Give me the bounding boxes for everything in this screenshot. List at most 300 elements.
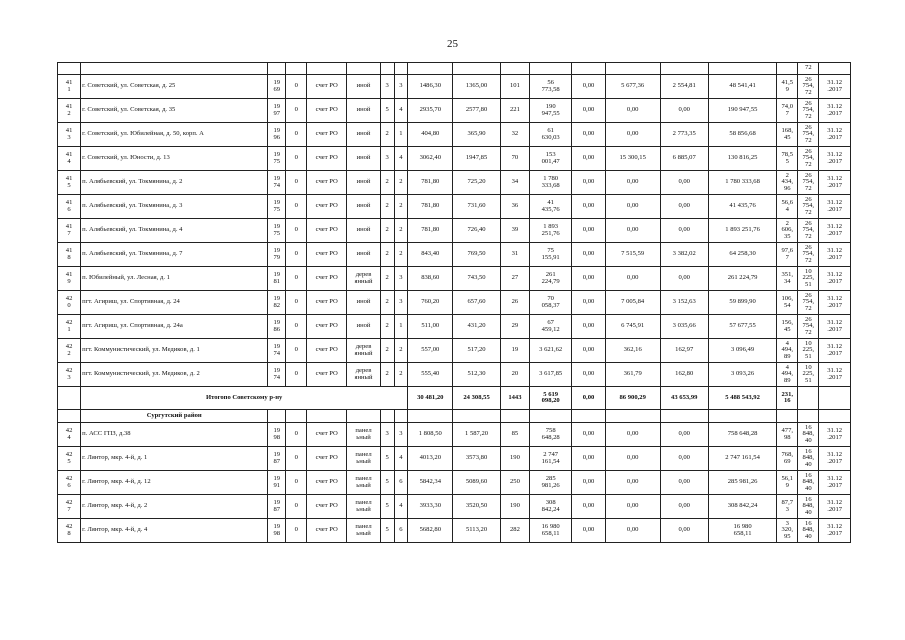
cell-area-living: 726,40 (453, 219, 500, 243)
cell-fund-1: 0,00 (572, 363, 606, 387)
cell-floors: 2 (380, 219, 394, 243)
cell-residents: 85 (500, 423, 529, 447)
cell-area-living: 365,90 (453, 123, 500, 147)
cell-repair-cost: 3 617,85 (530, 363, 572, 387)
cell-fund-account: счет РО (307, 315, 347, 339)
cell-area-total: 2935,70 (408, 99, 453, 123)
cell-specific-cost: 97,6 7 (777, 243, 798, 267)
cell-specific-cost: 477, 98 (777, 423, 798, 447)
cell-area-living: 657,60 (453, 291, 500, 315)
total-cost: 5 619 098,20 (530, 387, 572, 410)
cell-row-number: 42 2 (58, 339, 81, 363)
cell-area-living: 725,20 (453, 171, 500, 195)
cell-address: п. Алябьевский, ул. Токмянина, д. 3 (81, 195, 268, 219)
cell-zero-field: 0 (286, 363, 307, 387)
table-row (58, 147, 851, 171)
cell-fund-3: 0,00 (660, 195, 708, 219)
cell-address: п. Юбилейный, ул. Лесная, д. 1 (81, 267, 268, 291)
cell-zero-field: 0 (286, 219, 307, 243)
cell-residents: 39 (500, 219, 529, 243)
cell-build-year: 19 82 (268, 291, 286, 315)
cell-fund-4: 58 856,68 (708, 123, 776, 147)
cell-residents: 190 (500, 447, 529, 471)
cell-fund-2: 0,00 (605, 195, 660, 219)
cell-area-total: 404,80 (408, 123, 453, 147)
cell-address: п. Алябьевский, ул. Токмянина, д. 2 (81, 171, 268, 195)
cell-wall-material: иной (347, 123, 381, 147)
cell-entrances: 2 (394, 243, 408, 267)
cell-fund-2: 0,00 (605, 519, 660, 543)
cell-residents: 19 (500, 339, 529, 363)
cell-build-year: 19 74 (268, 171, 286, 195)
cell-fund-account: счет РО (307, 75, 347, 99)
cell-build-year: 19 86 (268, 315, 286, 339)
cell-wall-material: иной (347, 243, 381, 267)
cell-repair-cost: 67 459,12 (530, 315, 572, 339)
cell-address: г. Советский, ул. Юбилейная, д. 50, корп. А (81, 123, 268, 147)
cell-fund-1: 0,00 (572, 99, 606, 123)
cell-fund-3: 0,00 (660, 495, 708, 519)
cell-cost-limit: 26 754, 72 (798, 171, 819, 195)
cell-fund-account: счет РО (307, 471, 347, 495)
cell-cost-limit: 16 848, 40 (798, 495, 819, 519)
cell-build-year: 19 98 (268, 519, 286, 543)
cell-zero-field: 0 (286, 243, 307, 267)
cell-fund-3: 2 773,35 (660, 123, 708, 147)
cell-address: г. Советский, ул. Советская, д. 25 (81, 75, 268, 99)
cell-floors: 2 (380, 195, 394, 219)
total-fund-1: 0,00 (572, 387, 606, 410)
cell-fund-account: счет РО (307, 219, 347, 243)
cell-build-year: 19 87 (268, 447, 286, 471)
cell-cost-limit: 26 754, 72 (798, 243, 819, 267)
cell-row-number: 41 7 (58, 219, 81, 243)
cell-floors: 5 (380, 519, 394, 543)
table-row (58, 519, 851, 543)
cell-fund-account: счет РО (307, 243, 347, 267)
cell-build-year: 19 74 (268, 363, 286, 387)
cell-cost-limit: 26 754, 72 (798, 291, 819, 315)
cell-entrances: 4 (394, 495, 408, 519)
cell-residents: 27 (500, 267, 529, 291)
table-row (58, 195, 851, 219)
cell-wall-material: дерев янный (347, 339, 381, 363)
total-residents: 1443 (500, 387, 529, 410)
cell-specific-cost: 78,5 5 (777, 147, 798, 171)
cell-area-total: 5842,34 (408, 471, 453, 495)
cell-area-total: 781,80 (408, 171, 453, 195)
cell-wall-material: иной (347, 147, 381, 171)
cell-specific-cost: 106, 54 (777, 291, 798, 315)
continuation-row (58, 63, 851, 75)
cell-fund-2: 0,00 (605, 495, 660, 519)
cell-address: г. Советский, ул. Юности, д. 13 (81, 147, 268, 171)
cell-wall-material: иной (347, 99, 381, 123)
cell-cost-limit: 26 754, 72 (798, 147, 819, 171)
table-row (58, 171, 851, 195)
cell-wall-material: дерев янный (347, 363, 381, 387)
cell-fund-4: 57 677,55 (708, 315, 776, 339)
cell-residents: 190 (500, 495, 529, 519)
cell-fund-1: 0,00 (572, 267, 606, 291)
cell-zero-field: 0 (286, 171, 307, 195)
cell-fund-2: 7 005,84 (605, 291, 660, 315)
cell-completion-date: 31.12 .2017 (819, 123, 851, 147)
cell-fund-2: 0,00 (605, 423, 660, 447)
cell-cost-limit: 16 848, 40 (798, 423, 819, 447)
cell-specific-cost: 2 606, 35 (777, 219, 798, 243)
cell-fund-4: 2 747 161,54 (708, 447, 776, 471)
cell-build-year: 19 96 (268, 123, 286, 147)
section-title: Сургутский район (81, 410, 268, 423)
cell-address: г. Советский, ул. Советская, д. 35 (81, 99, 268, 123)
cell-fund-4: 1 780 333,68 (708, 171, 776, 195)
cell-fund-4: 59 899,90 (708, 291, 776, 315)
cell-area-total: 511,00 (408, 315, 453, 339)
cell-entrances: 6 (394, 519, 408, 543)
cell-repair-cost: 758 648,28 (530, 423, 572, 447)
cell-area-total: 555,40 (408, 363, 453, 387)
cell-fund-2: 0,00 (605, 171, 660, 195)
total-fund-2: 86 900,29 (605, 387, 660, 410)
cell-fund-1: 0,00 (572, 423, 606, 447)
cell-fund-3: 0,00 (660, 171, 708, 195)
cell-zero-field: 0 (286, 75, 307, 99)
cell-zero-field: 0 (286, 339, 307, 363)
cell-floors: 2 (380, 363, 394, 387)
cell-residents: 26 (500, 291, 529, 315)
cell-address: п. АСС ГПЗ, д.38 (81, 423, 268, 447)
cell-fund-1: 0,00 (572, 219, 606, 243)
cell-repair-cost: 153 001,47 (530, 147, 572, 171)
cell-area-living: 3520,50 (453, 495, 500, 519)
cell-row-number: 41 6 (58, 195, 81, 219)
cell-fund-3: 0,00 (660, 519, 708, 543)
cell-area-living: 743,50 (453, 267, 500, 291)
cell-fund-1: 0,00 (572, 519, 606, 543)
cell-repair-cost: 1 893 251,76 (530, 219, 572, 243)
cell-wall-material: иной (347, 195, 381, 219)
cell-fund-2: 0,00 (605, 267, 660, 291)
cell-fund-3: 0,00 (660, 99, 708, 123)
cell-floors: 5 (380, 99, 394, 123)
cell-wall-material: панел ьный (347, 423, 381, 447)
cell-residents: 101 (500, 75, 529, 99)
cell-fund-account: счет РО (307, 423, 347, 447)
cell-cost-limit: 26 754, 72 (798, 99, 819, 123)
table-row (58, 471, 851, 495)
cell-floors: 5 (380, 495, 394, 519)
cell-specific-cost: 41,5 9 (777, 75, 798, 99)
cell-row-number: 42 6 (58, 471, 81, 495)
cell-entrances: 4 (394, 447, 408, 471)
cell-entrances: 3 (394, 267, 408, 291)
cell-address: п. Алябьевский, ул. Токмянина, д. 7 (81, 243, 268, 267)
cell-area-living: 769,50 (453, 243, 500, 267)
total-label: Итогопо Советскому р-ну (81, 387, 408, 410)
cell-zero-field: 0 (286, 291, 307, 315)
cell-fund-3: 3 382,02 (660, 243, 708, 267)
cell-build-year: 19 98 (268, 423, 286, 447)
cell-fund-1: 0,00 (572, 147, 606, 171)
table-row (58, 423, 851, 447)
cell-completion-date: 31.12 .2017 (819, 339, 851, 363)
cell-fund-3: 2 554,81 (660, 75, 708, 99)
cell-repair-cost: 308 842,24 (530, 495, 572, 519)
cell-address: г. Лянтор, мкр. 4-й, д. 4 (81, 519, 268, 543)
cell-floors: 2 (380, 267, 394, 291)
cell-specific-cost: 3 320, 95 (777, 519, 798, 543)
cell-repair-cost: 190 947,55 (530, 99, 572, 123)
cell-repair-cost: 2 747 161,54 (530, 447, 572, 471)
cell-zero-field: 0 (286, 99, 307, 123)
cell-fund-2: 15 300,15 (605, 147, 660, 171)
page-number: 25 (447, 38, 458, 50)
cell-row-number: 41 5 (58, 171, 81, 195)
cell-cost-limit: 10 225, 51 (798, 363, 819, 387)
cell-repair-cost: 56 773,58 (530, 75, 572, 99)
cell-repair-cost: 261 224,79 (530, 267, 572, 291)
cell-completion-date: 31.12 .2017 (819, 495, 851, 519)
cell-residents: 32 (500, 123, 529, 147)
cell-area-total: 3933,30 (408, 495, 453, 519)
cell-floors: 2 (380, 339, 394, 363)
cell-area-living: 3573,80 (453, 447, 500, 471)
cell-area-total: 3062,40 (408, 147, 453, 171)
cell-zero-field: 0 (286, 423, 307, 447)
table-row (58, 75, 851, 99)
cell-entrances: 3 (394, 291, 408, 315)
cell-row-number: 42 3 (58, 363, 81, 387)
cell-fund-2: 0,00 (605, 219, 660, 243)
cell-fund-1: 0,00 (572, 123, 606, 147)
cell-cost-limit: 16 848, 40 (798, 447, 819, 471)
cell-completion-date: 31.12 .2017 (819, 315, 851, 339)
cell-specific-cost: 4 494, 89 (777, 363, 798, 387)
capital-repair-table (57, 62, 851, 543)
cell-wall-material: панел ьный (347, 447, 381, 471)
cell-fund-account: счет РО (307, 339, 347, 363)
cell-floors: 3 (380, 147, 394, 171)
cell-specific-cost: 56,6 4 (777, 195, 798, 219)
cell-fund-4: 64 258,30 (708, 243, 776, 267)
cell-area-total: 781,80 (408, 195, 453, 219)
cell-specific-cost: 168, 45 (777, 123, 798, 147)
cell-completion-date: 31.12 .2017 (819, 423, 851, 447)
cell-wall-material: панел ьный (347, 519, 381, 543)
cell-fund-4: 3 093,26 (708, 363, 776, 387)
cell-build-year: 19 75 (268, 219, 286, 243)
table-row (58, 447, 851, 471)
cell-fund-account: счет РО (307, 123, 347, 147)
cell-residents: 36 (500, 195, 529, 219)
cell-entrances: 4 (394, 99, 408, 123)
cell-floors: 2 (380, 123, 394, 147)
cell-fund-account: счет РО (307, 195, 347, 219)
cell-zero-field: 0 (286, 519, 307, 543)
cell-repair-cost: 75 155,91 (530, 243, 572, 267)
cell-entrances: 3 (394, 423, 408, 447)
cell-fund-1: 0,00 (572, 291, 606, 315)
cell-floors: 2 (380, 315, 394, 339)
cell-fund-3: 6 885,07 (660, 147, 708, 171)
cell-entrances: 2 (394, 363, 408, 387)
cell-area-total: 5682,80 (408, 519, 453, 543)
cell-fund-4: 285 981,26 (708, 471, 776, 495)
cell-wall-material: иной (347, 75, 381, 99)
cell-floors: 2 (380, 243, 394, 267)
cell-completion-date: 31.12 .2017 (819, 291, 851, 315)
cell-row-number: 42 1 (58, 315, 81, 339)
cell-row-number: 42 8 (58, 519, 81, 543)
cell-fund-3: 3 152,63 (660, 291, 708, 315)
cell-address: г. Лянтор, мкр. 4-й, д. 2 (81, 495, 268, 519)
cell-residents: 20 (500, 363, 529, 387)
cell-address: г. Лянтор, мкр. 4-й, д. 1 (81, 447, 268, 471)
cell-fund-2: 0,00 (605, 99, 660, 123)
cell-build-year: 19 91 (268, 471, 286, 495)
cell-row-number: 41 8 (58, 243, 81, 267)
cell-fund-4: 261 224,79 (708, 267, 776, 291)
cell-fund-account: счет РО (307, 495, 347, 519)
cell-entrances: 2 (394, 339, 408, 363)
cell-address: пгт. Агириш, ул. Спортивная, д. 24 (81, 291, 268, 315)
cell-fund-2: 6 745,91 (605, 315, 660, 339)
cell-completion-date: 31.12 .2017 (819, 447, 851, 471)
cell-row-number: 41 3 (58, 123, 81, 147)
cell-residents: 70 (500, 147, 529, 171)
total-fund-3: 43 653,99 (660, 387, 708, 410)
cell-residents: 250 (500, 471, 529, 495)
cell-address: п. Алябьевский, ул. Токмянина, д. 4 (81, 219, 268, 243)
cell-area-total: 781,80 (408, 219, 453, 243)
continuation-cell: 72 (798, 63, 819, 75)
total-specific-cost: 231, 16 (777, 387, 798, 410)
cell-fund-account: счет РО (307, 363, 347, 387)
cell-repair-cost: 61 630,03 (530, 123, 572, 147)
cell-completion-date: 31.12 .2017 (819, 471, 851, 495)
cell-area-living: 1365,00 (453, 75, 500, 99)
cell-entrances: 1 (394, 315, 408, 339)
table-row (58, 315, 851, 339)
cell-fund-1: 0,00 (572, 339, 606, 363)
cell-fund-4: 3 096,49 (708, 339, 776, 363)
cell-zero-field: 0 (286, 447, 307, 471)
cell-row-number: 42 5 (58, 447, 81, 471)
cell-repair-cost: 16 980 658,11 (530, 519, 572, 543)
cell-row-number: 41 4 (58, 147, 81, 171)
cell-row-number: 41 2 (58, 99, 81, 123)
total-row (58, 387, 851, 410)
cell-address: пгт. Коммунистический, ул. Медиков, д. 2 (81, 363, 268, 387)
cell-fund-4: 16 980 658,11 (708, 519, 776, 543)
total-area-living: 24 308,55 (453, 387, 500, 410)
cell-fund-4: 48 541,41 (708, 75, 776, 99)
cell-fund-account: счет РО (307, 519, 347, 543)
cell-fund-1: 0,00 (572, 171, 606, 195)
cell-wall-material: панел ьный (347, 495, 381, 519)
cell-entrances: 2 (394, 171, 408, 195)
cell-area-total: 838,60 (408, 267, 453, 291)
cell-cost-limit: 26 754, 72 (798, 219, 819, 243)
cell-floors: 2 (380, 291, 394, 315)
cell-build-year: 19 81 (268, 267, 286, 291)
cell-entrances: 2 (394, 195, 408, 219)
total-area-total: 30 481,20 (408, 387, 453, 410)
cell-wall-material: иной (347, 219, 381, 243)
cell-area-living: 1947,85 (453, 147, 500, 171)
cell-fund-2: 0,00 (605, 471, 660, 495)
cell-fund-3: 162,97 (660, 339, 708, 363)
cell-fund-4: 41 435,76 (708, 195, 776, 219)
cell-cost-limit: 16 848, 40 (798, 471, 819, 495)
cell-zero-field: 0 (286, 267, 307, 291)
cell-zero-field: 0 (286, 471, 307, 495)
cell-fund-4: 758 648,28 (708, 423, 776, 447)
cell-zero-field: 0 (286, 315, 307, 339)
cell-wall-material: иной (347, 171, 381, 195)
cell-entrances: 2 (394, 219, 408, 243)
cell-completion-date: 31.12 .2017 (819, 195, 851, 219)
cell-completion-date: 31.12 .2017 (819, 99, 851, 123)
cell-specific-cost: 351, 34 (777, 267, 798, 291)
table-row (58, 339, 851, 363)
total-fund-4: 5 488 543,92 (708, 387, 776, 410)
table-row (58, 123, 851, 147)
cell-fund-account: счет РО (307, 267, 347, 291)
cell-entrances: 6 (394, 471, 408, 495)
cell-specific-cost: 56,1 9 (777, 471, 798, 495)
cell-completion-date: 31.12 .2017 (819, 171, 851, 195)
cell-build-year: 19 75 (268, 195, 286, 219)
cell-row-number: 41 9 (58, 267, 81, 291)
cell-row-number: 42 4 (58, 423, 81, 447)
cell-cost-limit: 10 225, 51 (798, 339, 819, 363)
cell-area-total: 760,20 (408, 291, 453, 315)
cell-repair-cost: 70 058,37 (530, 291, 572, 315)
cell-area-living: 731,60 (453, 195, 500, 219)
cell-zero-field: 0 (286, 147, 307, 171)
cell-fund-3: 0,00 (660, 447, 708, 471)
cell-specific-cost: 2 434, 96 (777, 171, 798, 195)
cell-wall-material: иной (347, 315, 381, 339)
cell-completion-date: 31.12 .2017 (819, 519, 851, 543)
cell-fund-1: 0,00 (572, 471, 606, 495)
cell-residents: 282 (500, 519, 529, 543)
cell-fund-3: 0,00 (660, 423, 708, 447)
cell-area-total: 1486,30 (408, 75, 453, 99)
cell-residents: 29 (500, 315, 529, 339)
cell-fund-2: 0,00 (605, 123, 660, 147)
cell-fund-account: счет РО (307, 99, 347, 123)
cell-completion-date: 31.12 .2017 (819, 147, 851, 171)
cell-fund-4: 190 947,55 (708, 99, 776, 123)
table-row (58, 99, 851, 123)
cell-cost-limit: 16 848, 40 (798, 519, 819, 543)
cell-fund-3: 0,00 (660, 219, 708, 243)
cell-fund-1: 0,00 (572, 75, 606, 99)
cell-fund-2: 0,00 (605, 447, 660, 471)
cell-address: пгт. Коммунистический, ул. Медиков, д. 1 (81, 339, 268, 363)
cell-fund-1: 0,00 (572, 195, 606, 219)
table-row (58, 243, 851, 267)
cell-area-total: 843,40 (408, 243, 453, 267)
cell-cost-limit: 26 754, 72 (798, 123, 819, 147)
cell-floors: 5 (380, 471, 394, 495)
cell-zero-field: 0 (286, 123, 307, 147)
table-row (58, 291, 851, 315)
cell-completion-date: 31.12 .2017 (819, 243, 851, 267)
